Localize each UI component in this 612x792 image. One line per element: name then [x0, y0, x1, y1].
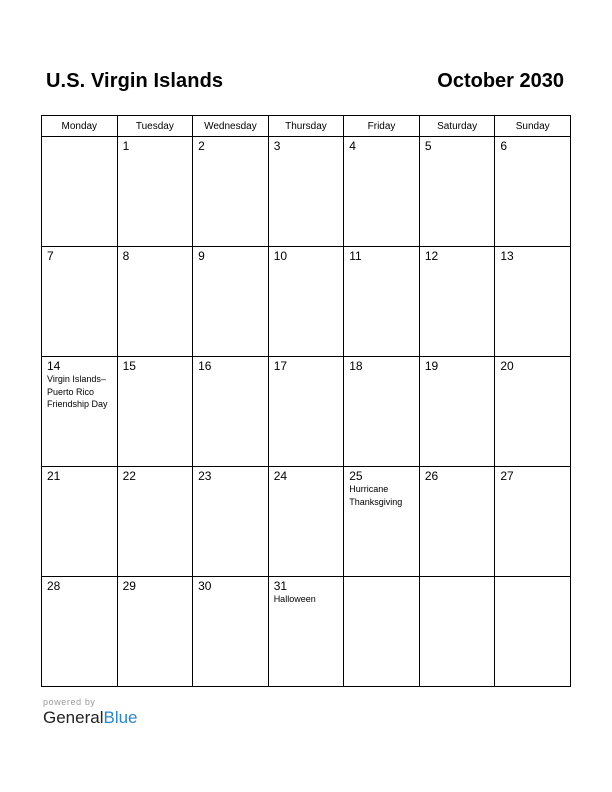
day-cell: [193, 137, 269, 247]
holiday-event: Puerto Rico: [47, 386, 95, 397]
day-number: 24: [273, 469, 288, 483]
day-cell: [117, 577, 193, 687]
day-cell: [117, 247, 193, 357]
day-cell: [193, 247, 269, 357]
day-cell: [268, 247, 344, 357]
day-number: 14: [47, 359, 61, 373]
week-row: [42, 357, 571, 467]
day-cell: [419, 577, 495, 687]
day-number: 16: [198, 359, 212, 373]
day-number: 1: [122, 139, 130, 153]
day-cell: [117, 137, 193, 247]
day-cell: [344, 247, 420, 357]
weekday-header: Thursday: [268, 116, 344, 137]
day-cell: [419, 467, 495, 577]
day-cell: [344, 467, 420, 577]
day-cell: [419, 357, 495, 467]
week-row: [42, 467, 571, 577]
day-cell: [344, 137, 420, 247]
day-cell: [495, 357, 571, 467]
day-cell: [268, 137, 344, 247]
brand-blue-text: Blue: [103, 708, 138, 727]
day-number: 26: [424, 469, 439, 483]
day-number: 8: [122, 249, 130, 263]
day-number: 28: [47, 579, 61, 593]
holiday-event: Halloween: [273, 594, 316, 604]
brand-general-text: General: [43, 708, 104, 727]
day-number: 18: [349, 359, 363, 373]
day-number: 29: [122, 579, 136, 593]
calendar-body: [42, 137, 571, 687]
day-number: 11: [349, 249, 362, 263]
month-title: October 2030: [437, 70, 564, 92]
day-cell: [268, 467, 344, 577]
day-number: 7: [47, 249, 54, 263]
day-number: 15: [122, 359, 136, 373]
week-row: [42, 137, 571, 247]
day-number: [495, 577, 570, 580]
brand-logo: [43, 708, 138, 728]
footer-branding: [43, 697, 138, 728]
day-cell: [344, 577, 420, 687]
day-cell: [42, 247, 118, 357]
day-number: 19: [424, 359, 439, 373]
weekday-header: Monday: [42, 116, 118, 137]
day-cell: [117, 357, 193, 467]
day-cell: [193, 577, 269, 687]
day-cell: [42, 467, 118, 577]
day-number: 10: [273, 249, 288, 263]
day-number: [42, 137, 117, 140]
day-cell: [495, 577, 571, 687]
day-cell: [42, 357, 118, 467]
day-cell: [344, 357, 420, 467]
holiday-event: Virgin Islands–: [47, 374, 106, 384]
day-number: 30: [198, 579, 212, 593]
day-number: 31: [273, 579, 288, 593]
day-number: 21: [47, 469, 61, 483]
weekday-header: Wednesday: [193, 116, 269, 137]
weekday-header: Sunday: [495, 116, 571, 137]
day-number: 3: [273, 139, 281, 153]
day-number: 25: [349, 469, 363, 483]
weekday-header-row: [42, 116, 571, 137]
day-cell: [42, 137, 118, 247]
weekday-header: Friday: [344, 116, 420, 137]
day-cell: [495, 247, 571, 357]
day-number: 5: [424, 139, 432, 153]
day-number: 9: [198, 249, 205, 263]
powered-by-text: powered by: [43, 697, 96, 707]
day-number: 20: [500, 359, 514, 373]
holiday-event: Thanksgiving: [349, 496, 403, 507]
day-number: [344, 577, 419, 580]
day-number: 22: [122, 469, 136, 483]
holiday-event: Hurricane: [349, 484, 389, 494]
day-number: 4: [349, 139, 356, 153]
day-cell: [117, 467, 193, 577]
day-number: 2: [198, 139, 205, 153]
day-cell: [495, 467, 571, 577]
day-cell: [419, 247, 495, 357]
day-cell: [268, 357, 344, 467]
day-number: 23: [198, 469, 212, 483]
day-number: 27: [500, 469, 514, 483]
weekday-header: Tuesday: [117, 116, 193, 137]
day-number: 6: [500, 139, 508, 153]
day-cell: [268, 577, 344, 687]
day-number: 13: [500, 249, 514, 263]
calendar-grid: [41, 115, 571, 687]
day-cell: [42, 577, 118, 687]
week-row: [42, 247, 571, 357]
holiday-event: Friendship Day: [47, 399, 108, 409]
day-number: [420, 577, 495, 580]
day-cell: [419, 137, 495, 247]
day-cell: [495, 137, 571, 247]
weekday-header: Saturday: [419, 116, 495, 137]
day-cell: [193, 467, 269, 577]
region-title: U.S. Virgin Islands: [46, 70, 224, 92]
day-number: 12: [424, 249, 439, 263]
day-cell: [193, 357, 269, 467]
day-number: 17: [273, 359, 288, 373]
week-row: [42, 577, 571, 687]
